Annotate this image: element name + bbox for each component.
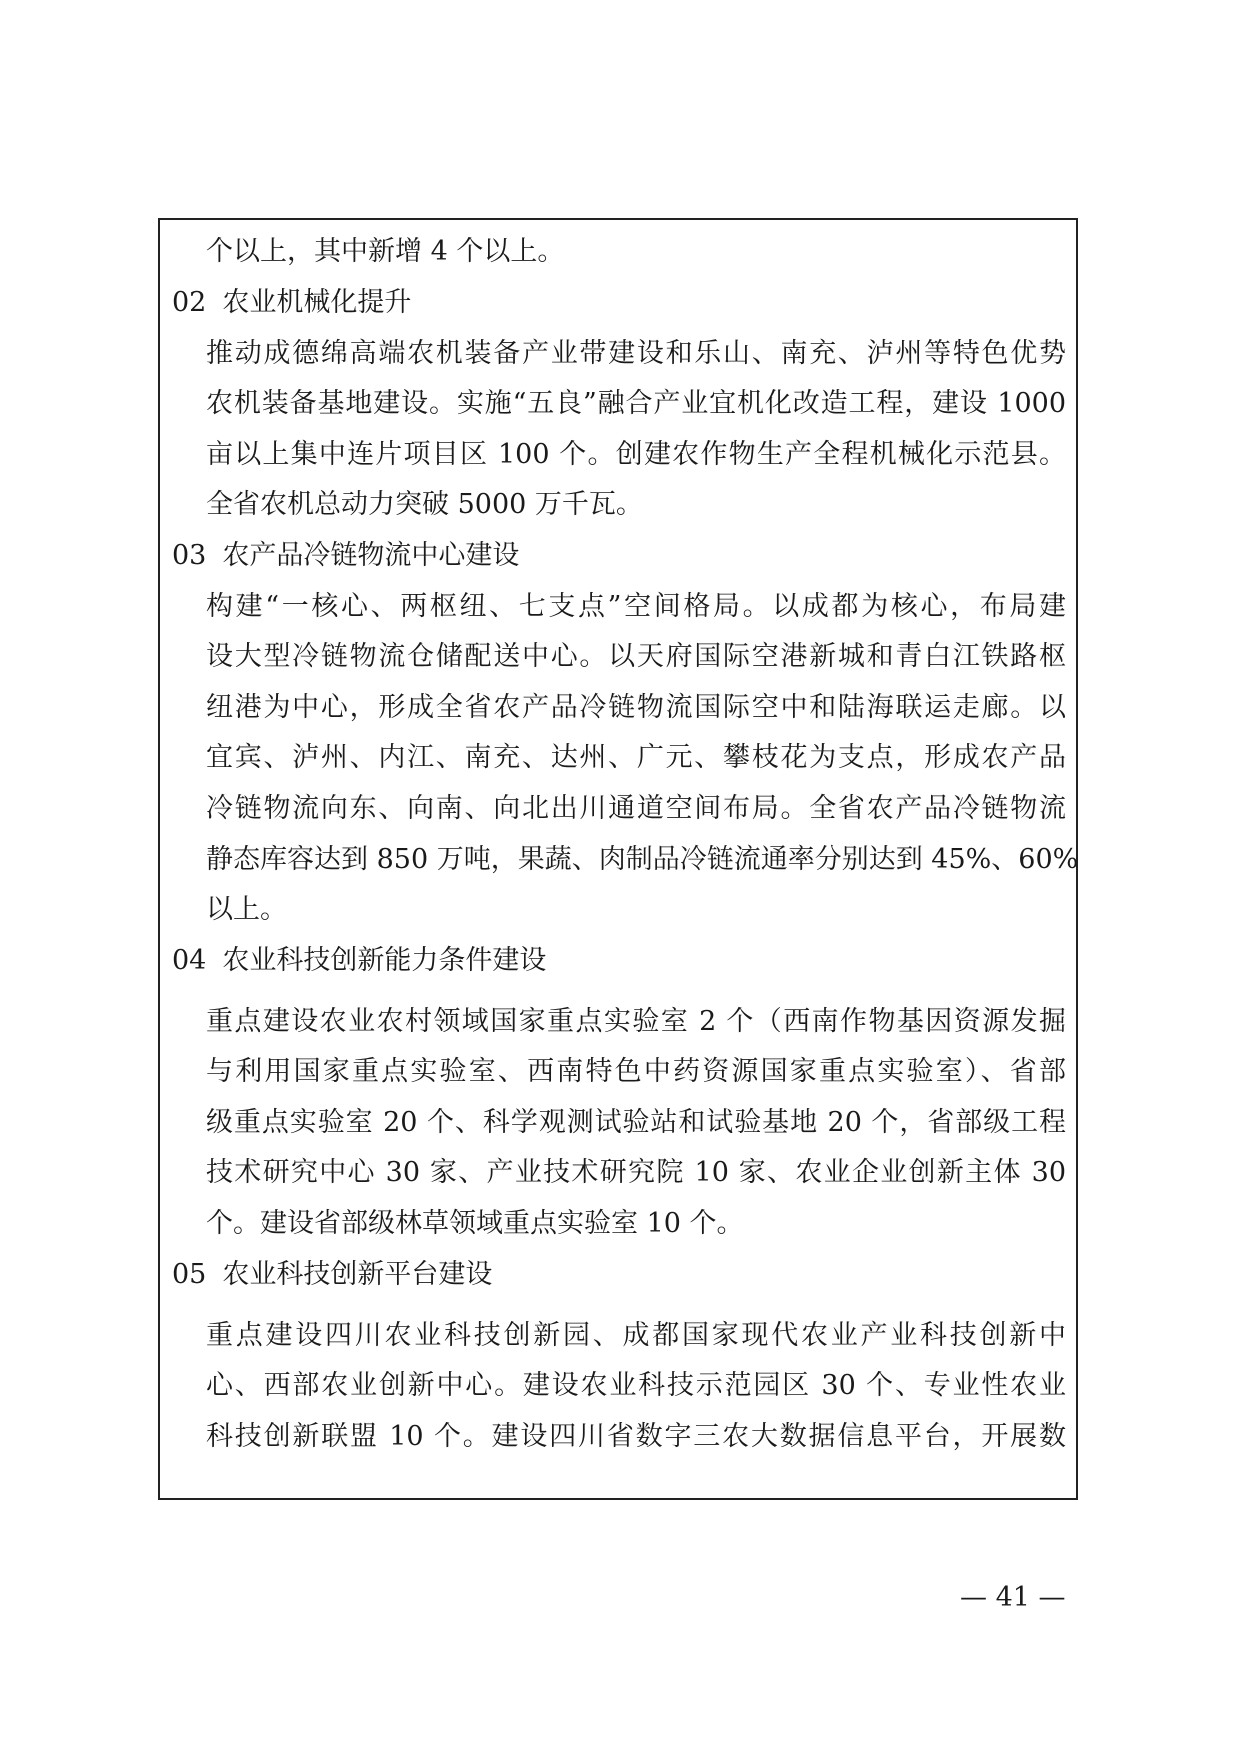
body-line: 全省农机总动力突破 5000 万千瓦。	[206, 489, 643, 520]
body-line: 纽港为中心，形成全省农产品冷链物流国际空中和陆海联运走廊。以	[206, 692, 1066, 723]
section-title: 农业机械化提升	[222, 287, 412, 318]
body-line: 冷链物流向东、向南、向北出川通道空间布局。全省农产品冷链物流	[206, 793, 1066, 824]
body-line: 重点建设农业农村领域国家重点实验室 2 个（西南作物基因资源发掘	[206, 1006, 1066, 1037]
intro-line: 个以上，其中新增 4 个以上。	[206, 236, 565, 267]
body-line: 技术研究中心 30 家、产业技术研究院 10 家、农业企业创新主体 30	[206, 1157, 1066, 1188]
body-line: 以上。	[206, 894, 287, 925]
section-heading-02	[160, 286, 1076, 320]
section-number: 02	[172, 287, 207, 318]
body-line: 重点建设四川农业科技创新园、成都国家现代农业产业科技创新中	[206, 1320, 1066, 1351]
content-box	[158, 218, 1078, 1500]
body-line: 设大型冷链物流仓储配送中心。以天府国际空港新城和青白江铁路枢	[206, 641, 1066, 672]
page-number: — 41 —	[960, 1582, 1066, 1613]
section-heading-03	[160, 539, 1076, 573]
body-line: 静态库容达到 850 万吨，果蔬、肉制品冷链流通率分别达到 45%、60%	[206, 844, 1079, 875]
section-title: 农产品冷链物流中心建设	[222, 540, 520, 571]
section-heading-04	[160, 944, 1076, 978]
section-number: 04	[172, 945, 207, 976]
body-line: 级重点实验室 20 个、科学观测试验站和试验基地 20 个，省部级工程	[206, 1107, 1066, 1138]
section-number: 03	[172, 540, 207, 571]
body-line: 亩以上集中连片项目区 100 个。创建农作物生产全程机械化示范县。	[206, 439, 1066, 470]
body-line: 科技创新联盟 10 个。建设四川省数字三农大数据信息平台，开展数	[206, 1421, 1066, 1452]
body-line: 构建“一核心、两枢纽、七支点”空间格局。以成都为核心，布局建	[206, 591, 1066, 622]
section-heading-05	[160, 1258, 1076, 1292]
section-title: 农业科技创新平台建设	[222, 1259, 493, 1290]
body-line: 推动成德绵高端农机装备产业带建设和乐山、南充、泸州等特色优势	[206, 338, 1066, 369]
body-line: 与利用国家重点实验室、西南特色中药资源国家重点实验室）、省部	[206, 1056, 1066, 1087]
body-line: 个。建设省部级林草领域重点实验室 10 个。	[206, 1208, 744, 1239]
body-line: 农机装备基地建设。实施“五良”融合产业宜机化改造工程，建设 1000	[206, 388, 1066, 419]
body-line: 心、西部农业创新中心。建设农业科技示范园区 30 个、专业性农业	[206, 1370, 1066, 1401]
section-number: 05	[172, 1259, 207, 1290]
section-title: 农业科技创新能力条件建设	[222, 945, 547, 976]
body-line: 宜宾、泸州、内江、南充、达州、广元、攀枝花为支点，形成农产品	[206, 742, 1066, 773]
